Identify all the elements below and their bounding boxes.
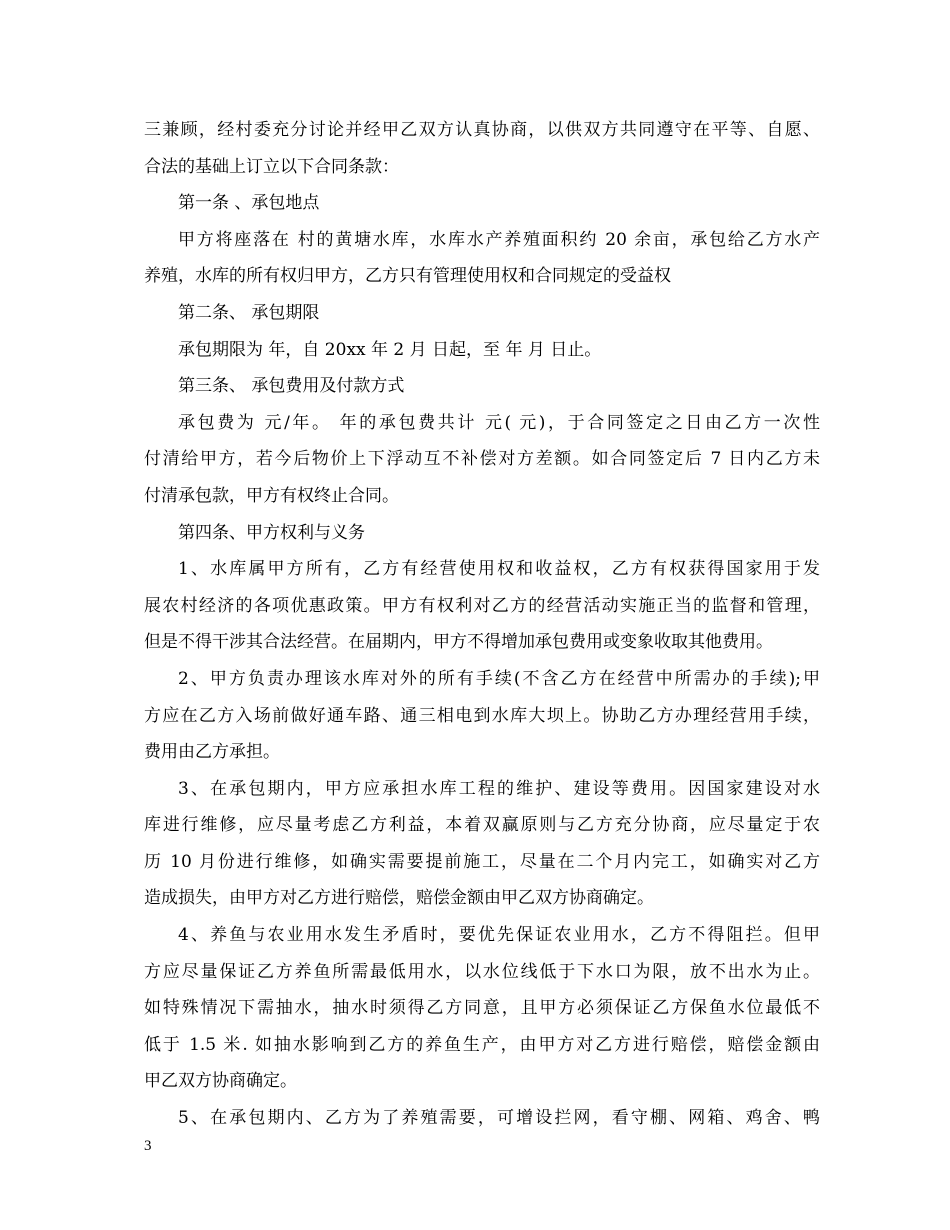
text-line: 4、养鱼与农业用水发生矛盾时，要优先保证农业用水，乙方不得阻拦。但甲 (178, 925, 820, 946)
text-line: 1、水库属甲方所有，乙方有经营使用权和收益权，乙方有权获得国家用于发 (178, 559, 820, 580)
text-line: 付清给甲方，若今后物价上下浮动互不补偿对方差额。如合同签定后 7 日内乙方未 (144, 449, 820, 470)
text-line: 养殖，水库的所有权归甲方，乙方只有管理使用权和合同规定的受益权 (144, 266, 671, 287)
text-line: 承包费为 元/年。 年的承包费共计 元( 元)，于合同签定之日由乙方一次性 (178, 412, 820, 433)
page-number: 3 (144, 1138, 152, 1154)
text-line: 合法的基础上订立以下合同条款： (144, 156, 399, 177)
text-line: 费用由乙方承担。 (144, 742, 280, 763)
text-line: 历 10 月份进行维修，如确实需要提前施工，尽量在二个月内完工，如确实对乙方 (144, 851, 820, 872)
document-body (144, 112, 820, 1137)
text-line: 展农村经济的各项优惠政策。甲方有权利对乙方的经营活动实施正当的监督和管理， (144, 595, 820, 616)
text-line: 第四条、甲方权利与义务 (178, 522, 365, 543)
text-line: 但是不得干涉其合法经营。在届期内，甲方不得增加承包费用或变象收取其他费用。 (144, 632, 773, 653)
text-line: 第一条 、承包地点 (178, 193, 320, 214)
text-line: 3、在承包期内，甲方应承担水库工程的维护、建设等费用。因国家建设对水 (178, 778, 820, 799)
text-line: 付清承包款，甲方有权终止合同。 (144, 485, 399, 506)
text-line: 2、甲方负责办理该水库对外的所有手续(不含乙方在经营中所需办的手续);甲 (178, 668, 820, 689)
text-line: 第三条、 承包费用及付款方式 (178, 376, 405, 397)
text-line: 甲方将座落在 村的黄塘水库，水库水产养殖面积约 20 余亩，承包给乙方水产 (178, 229, 820, 250)
text-line: 方应在乙方入场前做好通车路、通三相电到水库大坝上。协助乙方办理经营用手续， (144, 705, 820, 726)
text-line: 第二条、 承包期限 (178, 302, 320, 323)
text-line: 方应尽量保证乙方养鱼所需最低用水，以水位线低于下水口为限，放不出水为止。 (144, 961, 820, 982)
text-line: 承包期限为 年，自 20xx 年 2 月 日起，至 年 月 日止。 (178, 339, 602, 360)
text-line: 如特殊情况下需抽水，抽水时须得乙方同意，且甲方必须保证乙方保鱼水位最低不 (144, 998, 820, 1019)
text-line: 库进行维修，应尽量考虑乙方利益，本着双赢原则与乙方充分协商，应尽量定于农 (144, 815, 820, 836)
text-line: 造成损失，由甲方对乙方进行赔偿，赔偿金额由甲乙双方协商确定。 (144, 888, 654, 909)
text-line: 三兼顾，经村委充分讨论并经甲乙双方认真协商，以供双方共同遵守在平等、自愿、 (144, 120, 820, 140)
text-line: 甲乙双方协商确定。 (144, 1071, 297, 1092)
text-line: 低于 1.5 米. 如抽水影响到乙方的养鱼生产，由甲方对乙方进行赔偿，赔偿金额由 (144, 1034, 820, 1055)
text-line: 5、在承包期内、乙方为了养殖需要，可增设拦网，看守棚、网箱、鸡舍、鸭 (178, 1108, 820, 1129)
